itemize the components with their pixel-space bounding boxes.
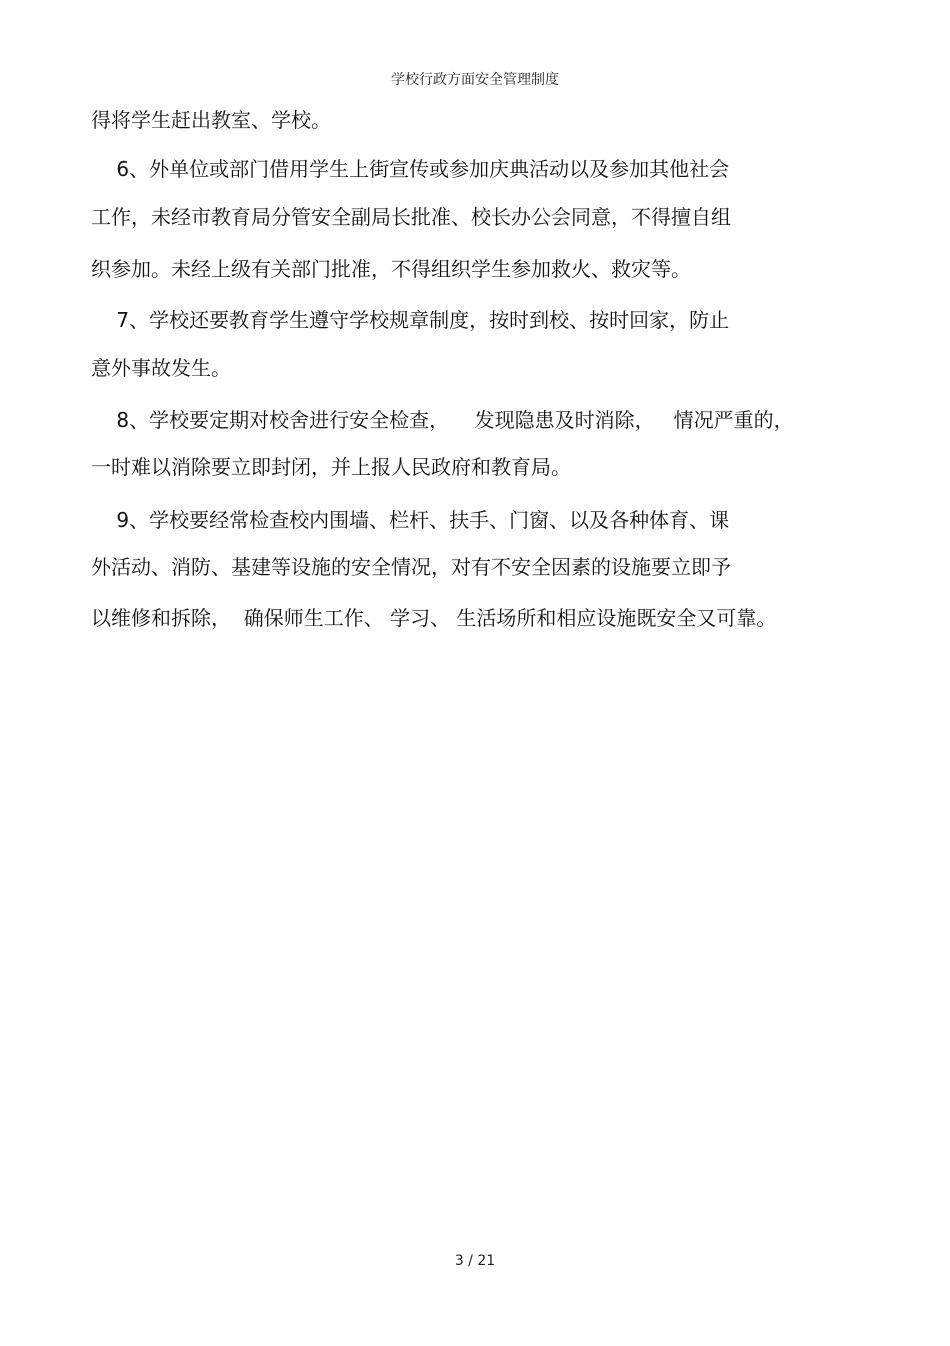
body-line: 9、学校要经常检查校内围墙、栏杆、扶手、门窗、以及各种体育、课 [91,508,730,532]
body-line: 8、学校要定期对校舍进行安全检查， 发现隐患及时消除， 情况严重的， [91,408,794,432]
body-line: 工作，未经市教育局分管安全副局长批准、校长办公会同意，不得擅自组 [91,205,731,229]
body-line: 意外事故发生。 [91,356,231,380]
body-line: 以维修和拆除， 确保师生工作、 学习、 生活场所和相应设施既安全又可靠。 [91,606,777,630]
body-line: 6、外单位或部门借用学生上街宣传或参加庆典活动以及参加其他社会 [91,157,730,181]
body-line: 7、学校还要教育学生遵守学校规章制度，按时到校、按时回家，防止 [91,308,730,332]
body-line: 织参加。未经上级有关部门批准，不得组织学生参加救火、救灾等。 [91,257,691,281]
page-header-title: 学校行政方面安全管理制度 [391,72,559,88]
body-line: 得将学生赶出教室、学校。 [91,108,331,132]
page-number: 3 / 21 [454,1253,496,1269]
body-line: 一时难以消除要立即封闭，并上报人民政府和教育局。 [91,455,571,479]
body-line: 外活动、消防、基建等设施的安全情况，对有不安全因素的设施要立即予 [91,555,731,579]
